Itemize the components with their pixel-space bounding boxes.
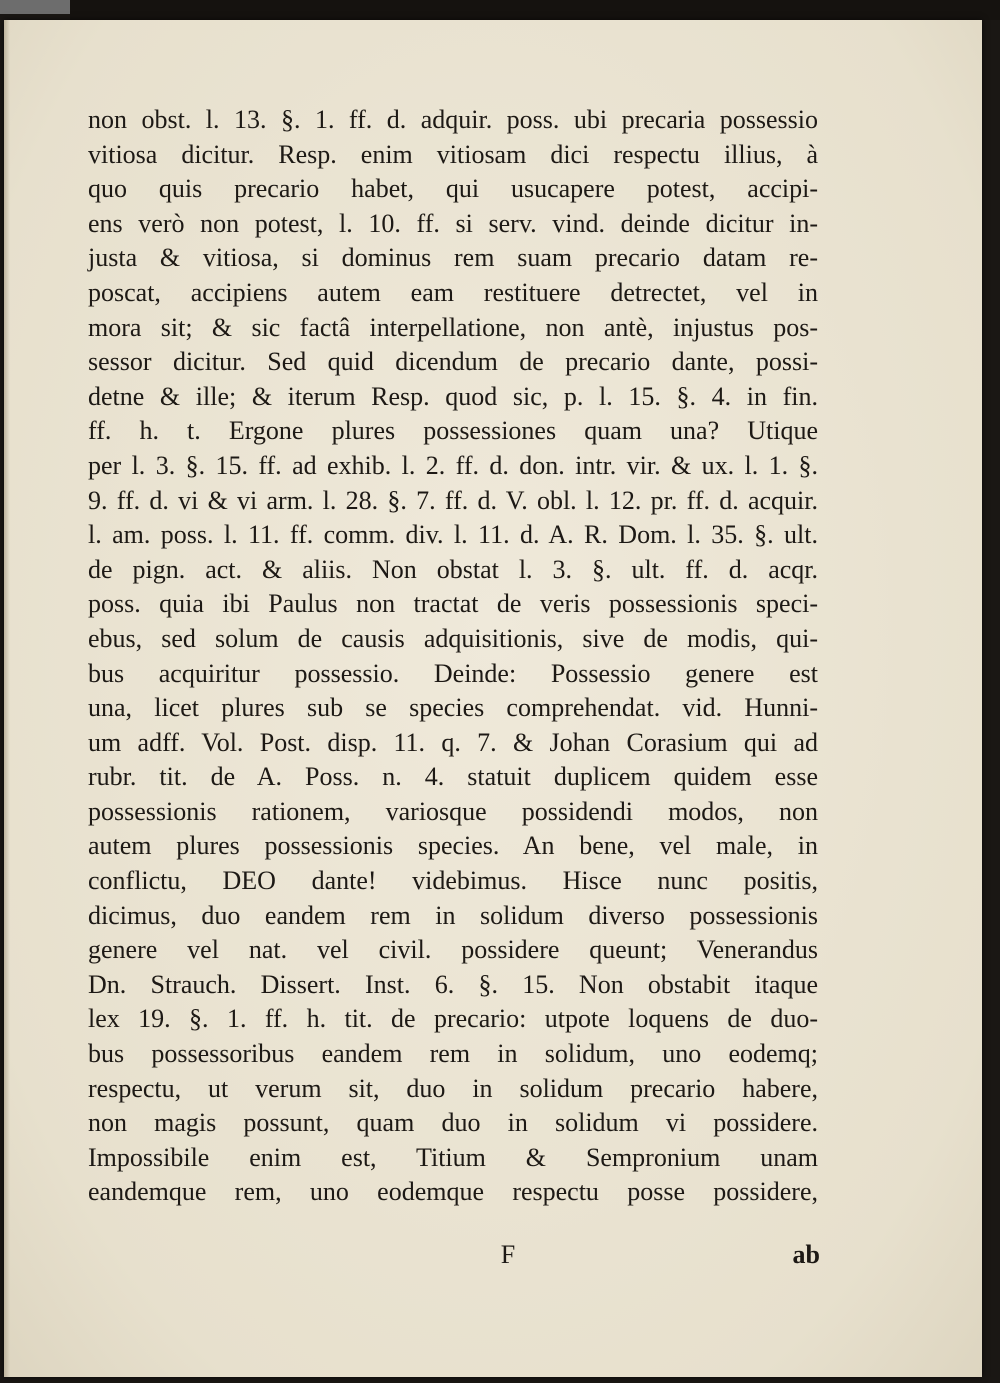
text-line: respectu, ut verum sit, duo in solidum precario habere, <box>88 1073 818 1103</box>
text-line: ens verò non potest, l. 10. ff. si serv. vind. deinde dicitur in- <box>88 208 818 238</box>
text-line: Impossibile enim est, Titium & Sempronium unam <box>88 1142 818 1172</box>
text-line: non obst. l. 13. §. 1. ff. d. adquir. poss. ubi precaria possessio <box>88 105 818 134</box>
text-line: l. am. poss. l. 11. ff. comm. div. l. 11. d. A. R. Dom. l. 35. §. ult. <box>88 520 818 550</box>
text-line: poscat, accipiens autem eam restituere detrectet, vel in <box>88 277 818 307</box>
text-line: Dn. Strauch. Dissert. Inst. 6. §. 15. Non obstabit itaque <box>88 969 818 999</box>
text-line: quo quis precario habet, qui usucapere potest, accipi- <box>88 174 818 204</box>
text-line: um adff. Vol. Post. disp. 11. q. 7. & Johan Corasium qui ad <box>88 727 818 757</box>
body-text <box>88 103 818 1210</box>
text-line: autem plures possessionis species. An bene, vel male, in <box>88 831 818 861</box>
signature-mark: F <box>500 1240 516 1269</box>
text-line: non magis possunt, quam duo in solidum vi possidere. <box>88 1108 818 1138</box>
page-footer <box>88 1235 818 1275</box>
text-line: mora sit; & sic factâ interpellatione, non antè, injustus pos- <box>88 312 818 342</box>
text-line: sessor dicitur. Sed quid dicendum de precario dante, possi- <box>88 347 818 377</box>
text-line: eandemque rem, uno eodemque respectu posse possidere, <box>88 1177 818 1207</box>
text-line: bus acquiritur possessio. Deinde: Possessio genere est <box>88 658 818 688</box>
catchword: ab <box>792 1240 820 1269</box>
text-line: per l. 3. §. 15. ff. ad exhib. l. 2. ff. d. don. intr. vir. & ux. l. 1. §. <box>88 450 818 480</box>
text-line: una, licet plures sub se species comprehendat. vid. Hunni- <box>88 693 818 723</box>
text-line: conflictu, DEO dante! videbimus. Hisce nunc positis, <box>88 866 818 896</box>
text-line: justa & vitiosa, si dominus rem suam precario datam re- <box>88 243 818 273</box>
text-line: detne & ille; & iterum Resp. quod sic, p. l. 15. §. 4. in fin. <box>88 381 818 411</box>
page-gutter-shadow <box>4 20 10 1377</box>
text-line: bus possessoribus eandem rem in solidum, uno eodemq; <box>88 1039 818 1069</box>
text-line: poss. quia ibi Paulus non tractat de veris possessionis speci- <box>88 589 818 619</box>
text-line: possessionis rationem, variosque possidendi modos, non <box>88 796 818 826</box>
text-line: lex 19. §. 1. ff. h. tit. de precario: utpote loquens de duo- <box>88 1004 818 1034</box>
text-line: 9. ff. d. vi & vi arm. l. 28. §. 7. ff. d. V. obl. l. 12. pr. ff. d. acquir. <box>88 485 818 515</box>
text-line: dicimus, duo eandem rem in solidum diverso possessionis <box>88 900 818 930</box>
scan-margin-strip <box>0 0 70 14</box>
scan-background-top <box>70 0 1000 20</box>
text-line: rubr. tit. de A. Poss. n. 4. statuit duplicem quidem esse <box>88 762 818 792</box>
text-line: ff. h. t. Ergone plures possessiones quam una? Utique <box>88 416 818 446</box>
text-line: vitiosa dicitur. Resp. enim vitiosam dici respectu illius, à <box>88 139 818 169</box>
text-line: de pign. act. & aliis. Non obstat l. 3. §. ult. ff. d. acqr. <box>88 554 818 584</box>
text-line: genere vel nat. vel civil. possidere queunt; Venerandus <box>88 935 818 965</box>
text-line: ebus, sed solum de causis adquisitionis, sive de modis, qui- <box>88 623 818 653</box>
